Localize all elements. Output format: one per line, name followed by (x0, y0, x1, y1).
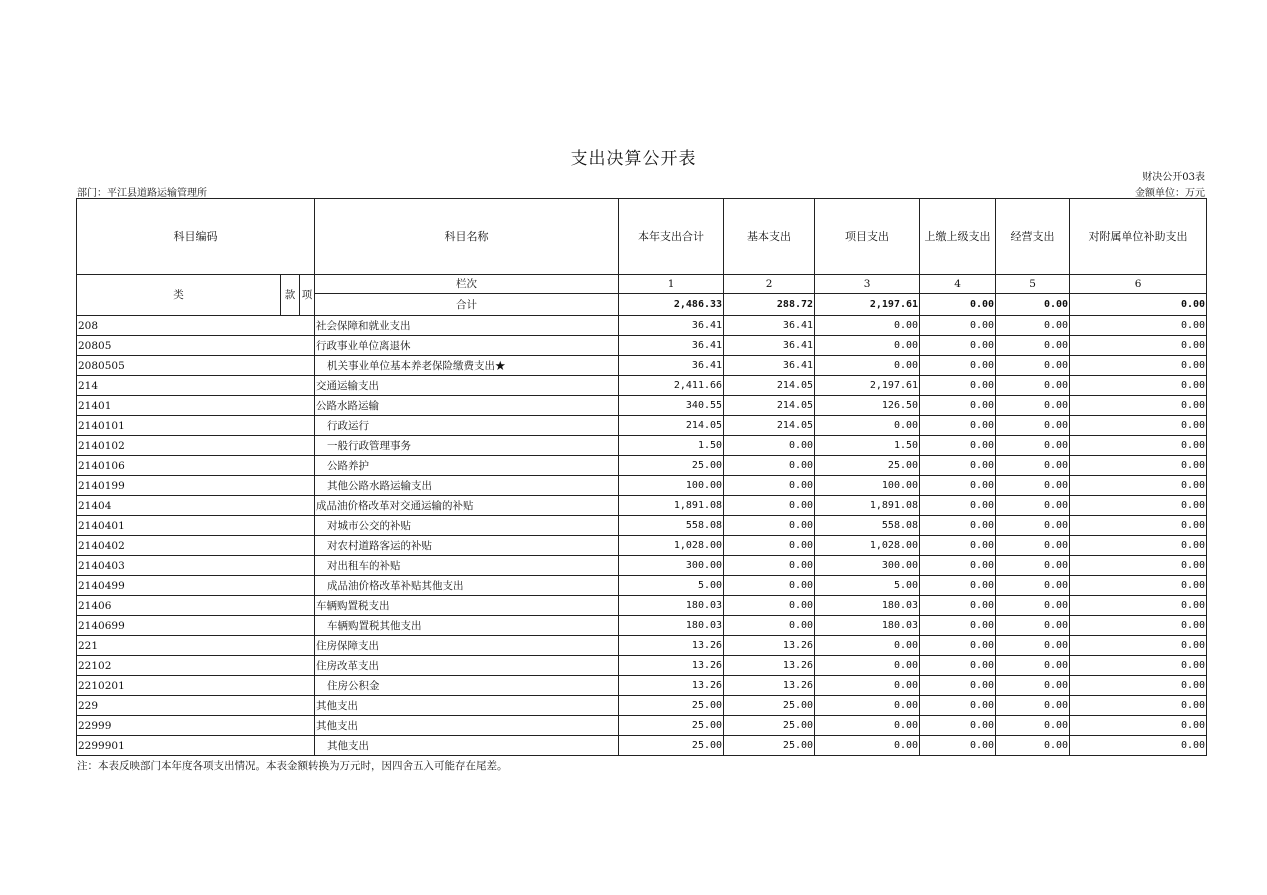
row-name: 对农村道路客运的补贴 (315, 536, 619, 556)
row-value: 25.00 (724, 736, 815, 756)
table-row (77, 436, 1207, 456)
row-value: 0.00 (996, 456, 1070, 476)
header-project: 项目支出 (815, 199, 920, 275)
row-value: 558.08 (815, 516, 920, 536)
row-value: 0.00 (724, 536, 815, 556)
row-value: 0.00 (996, 736, 1070, 756)
row-value: 0.00 (920, 536, 996, 556)
row-value: 214.05 (724, 376, 815, 396)
row-value: 0.00 (1070, 696, 1207, 716)
row-name: 车辆购置税其他支出 (315, 616, 619, 636)
row-value: 25.00 (619, 696, 724, 716)
row-value: 13.26 (724, 656, 815, 676)
row-name: 其他支出 (315, 696, 619, 716)
row-code: 229 (77, 696, 315, 716)
row-name: 对城市公交的补贴 (315, 516, 619, 536)
row-value: 0.00 (996, 616, 1070, 636)
column-number: 2 (724, 275, 815, 294)
table-row (77, 316, 1207, 336)
row-value: 0.00 (996, 376, 1070, 396)
row-value: 126.50 (815, 396, 920, 416)
row-value: 0.00 (1070, 356, 1207, 376)
row-value: 0.00 (1070, 436, 1207, 456)
total-value: 2,486.33 (619, 294, 724, 316)
row-value: 300.00 (815, 556, 920, 576)
row-value: 0.00 (920, 576, 996, 596)
row-value: 0.00 (815, 716, 920, 736)
amount-unit-label: 金额单位：万元 (1135, 188, 1205, 199)
row-value: 0.00 (1070, 616, 1207, 636)
row-value: 2,411.66 (619, 376, 724, 396)
row-value: 0.00 (724, 596, 815, 616)
table-row (77, 696, 1207, 716)
row-value: 0.00 (815, 356, 920, 376)
row-value: 0.00 (920, 376, 996, 396)
header-kuan: 款 (281, 275, 300, 316)
row-code: 2140401 (77, 516, 315, 536)
total-label: 合计 (315, 294, 619, 316)
row-value: 1,028.00 (815, 536, 920, 556)
row-value: 0.00 (920, 416, 996, 436)
row-value: 0.00 (996, 336, 1070, 356)
row-value: 0.00 (1070, 536, 1207, 556)
row-value: 36.41 (724, 356, 815, 376)
row-value: 214.05 (724, 396, 815, 416)
table-row (77, 496, 1207, 516)
table-row (77, 516, 1207, 536)
row-value: 558.08 (619, 516, 724, 536)
row-value: 0.00 (920, 456, 996, 476)
row-name: 住房改革支出 (315, 656, 619, 676)
row-value: 0.00 (724, 556, 815, 576)
row-code: 21406 (77, 596, 315, 616)
row-value: 0.00 (920, 336, 996, 356)
row-value: 13.26 (619, 656, 724, 676)
row-value: 36.41 (619, 336, 724, 356)
total-value: 0.00 (996, 294, 1070, 316)
expenditure-table (76, 198, 1207, 756)
row-value: 180.03 (815, 616, 920, 636)
row-name: 行政事业单位离退休 (315, 336, 619, 356)
row-value: 36.41 (619, 316, 724, 336)
row-value: 180.03 (619, 596, 724, 616)
row-value: 0.00 (996, 416, 1070, 436)
row-name: 其他公路水路运输支出 (315, 476, 619, 496)
row-value: 0.00 (996, 656, 1070, 676)
row-value: 0.00 (1070, 476, 1207, 496)
row-name: 一般行政管理事务 (315, 436, 619, 456)
form-number: 财决公开03表 (1142, 172, 1205, 183)
row-value: 0.00 (996, 516, 1070, 536)
row-value: 0.00 (815, 336, 920, 356)
row-name: 住房公积金 (315, 676, 619, 696)
row-value: 0.00 (724, 616, 815, 636)
row-value: 0.00 (920, 636, 996, 656)
row-name: 机关事业单位基本养老保险缴费支出★ (315, 356, 619, 376)
row-name: 成品油价格改革补贴其他支出 (315, 576, 619, 596)
table-row (77, 716, 1207, 736)
row-name: 交通运输支出 (315, 376, 619, 396)
row-name: 车辆购置税支出 (315, 596, 619, 616)
row-value: 0.00 (996, 436, 1070, 456)
row-value: 0.00 (996, 356, 1070, 376)
row-code: 2140101 (77, 416, 315, 436)
total-value: 2,197.61 (815, 294, 920, 316)
table-row (77, 656, 1207, 676)
row-value: 0.00 (1070, 456, 1207, 476)
row-value: 0.00 (996, 576, 1070, 596)
row-value: 13.26 (619, 676, 724, 696)
row-code: 22102 (77, 656, 315, 676)
page-title: 支出决算公开表 (570, 149, 697, 169)
table-row (77, 556, 1207, 576)
row-value: 25.00 (724, 716, 815, 736)
row-name: 住房保障支出 (315, 636, 619, 656)
row-value: 100.00 (619, 476, 724, 496)
row-code: 2210201 (77, 676, 315, 696)
total-value: 0.00 (920, 294, 996, 316)
header-subsidy: 对附属单位补助支出 (1070, 199, 1207, 275)
row-value: 0.00 (815, 416, 920, 436)
row-value: 0.00 (996, 696, 1070, 716)
row-name: 对出租车的补贴 (315, 556, 619, 576)
row-value: 214.05 (724, 416, 815, 436)
row-name: 行政运行 (315, 416, 619, 436)
header-name: 科目名称 (315, 199, 619, 275)
row-value: 0.00 (996, 476, 1070, 496)
column-number: 5 (996, 275, 1070, 294)
row-code: 2140402 (77, 536, 315, 556)
row-name: 成品油价格改革对交通运输的补贴 (315, 496, 619, 516)
table-row (77, 336, 1207, 356)
row-value: 0.00 (996, 556, 1070, 576)
department-label: 部门：平江县道路运输管理所 (77, 188, 207, 199)
table-row (77, 456, 1207, 476)
header-total: 本年支出合计 (619, 199, 724, 275)
row-value: 13.26 (724, 676, 815, 696)
table-row (77, 356, 1207, 376)
row-value: 0.00 (815, 736, 920, 756)
row-value: 5.00 (619, 576, 724, 596)
row-value: 0.00 (1070, 416, 1207, 436)
row-value: 0.00 (920, 476, 996, 496)
row-value: 25.00 (815, 456, 920, 476)
table-row (77, 396, 1207, 416)
row-value: 1,891.08 (619, 496, 724, 516)
row-value: 0.00 (1070, 496, 1207, 516)
header-business: 经营支出 (996, 199, 1070, 275)
row-value: 0.00 (815, 696, 920, 716)
row-value: 180.03 (619, 616, 724, 636)
row-code: 2140499 (77, 576, 315, 596)
row-value: 36.41 (619, 356, 724, 376)
header-code: 科目编码 (77, 199, 315, 275)
row-code: 208 (77, 316, 315, 336)
row-value: 180.03 (815, 596, 920, 616)
row-code: 221 (77, 636, 315, 656)
row-value: 0.00 (920, 356, 996, 376)
table-row (77, 616, 1207, 636)
row-value: 0.00 (920, 596, 996, 616)
row-value: 0.00 (920, 516, 996, 536)
row-value: 0.00 (1070, 516, 1207, 536)
table-row (77, 476, 1207, 496)
row-value: 13.26 (724, 636, 815, 656)
header-basic: 基本支出 (724, 199, 815, 275)
row-value: 0.00 (920, 616, 996, 636)
row-value: 0.00 (920, 696, 996, 716)
header-row (77, 199, 1207, 275)
row-value: 1.50 (815, 436, 920, 456)
row-value: 0.00 (920, 396, 996, 416)
row-value: 0.00 (1070, 596, 1207, 616)
row-value: 0.00 (920, 676, 996, 696)
row-value: 0.00 (1070, 336, 1207, 356)
row-value: 0.00 (920, 556, 996, 576)
row-value: 300.00 (619, 556, 724, 576)
row-value: 36.41 (724, 336, 815, 356)
row-value: 0.00 (996, 636, 1070, 656)
row-value: 0.00 (996, 536, 1070, 556)
row-name: 其他支出 (315, 736, 619, 756)
row-value: 0.00 (996, 596, 1070, 616)
row-value: 0.00 (1070, 556, 1207, 576)
row-value: 0.00 (1070, 716, 1207, 736)
row-value: 1.50 (619, 436, 724, 456)
row-value: 25.00 (619, 736, 724, 756)
row-name: 公路水路运输 (315, 396, 619, 416)
table-row (77, 636, 1207, 656)
row-value: 0.00 (1070, 396, 1207, 416)
row-name: 社会保障和就业支出 (315, 316, 619, 336)
header-upper: 上缴上级支出 (920, 199, 996, 275)
header-lanci: 栏次 (315, 275, 619, 294)
table-row (77, 576, 1207, 596)
row-value: 0.00 (996, 496, 1070, 516)
table-row (77, 416, 1207, 436)
row-value: 340.55 (619, 396, 724, 416)
row-value: 0.00 (920, 436, 996, 456)
row-value: 0.00 (996, 676, 1070, 696)
table-row (77, 376, 1207, 396)
total-value: 288.72 (724, 294, 815, 316)
row-value: 0.00 (1070, 576, 1207, 596)
row-value: 0.00 (1070, 676, 1207, 696)
row-value: 0.00 (724, 436, 815, 456)
column-number: 4 (920, 275, 996, 294)
row-value: 0.00 (815, 676, 920, 696)
row-value: 36.41 (724, 316, 815, 336)
row-code: 2140403 (77, 556, 315, 576)
row-code: 21404 (77, 496, 315, 516)
row-value: 100.00 (815, 476, 920, 496)
row-value: 0.00 (996, 316, 1070, 336)
row-value: 0.00 (920, 716, 996, 736)
row-code: 2140699 (77, 616, 315, 636)
row-value: 0.00 (996, 716, 1070, 736)
row-code: 22999 (77, 716, 315, 736)
row-value: 0.00 (724, 476, 815, 496)
row-code: 2140102 (77, 436, 315, 456)
row-value: 0.00 (996, 396, 1070, 416)
row-value: 0.00 (1070, 316, 1207, 336)
row-value: 0.00 (1070, 376, 1207, 396)
row-value: 13.26 (619, 636, 724, 656)
row-value: 5.00 (815, 576, 920, 596)
row-value: 25.00 (619, 456, 724, 476)
row-value: 0.00 (920, 496, 996, 516)
table-row (77, 596, 1207, 616)
row-code: 21401 (77, 396, 315, 416)
row-value: 0.00 (1070, 736, 1207, 756)
row-code: 20805 (77, 336, 315, 356)
row-name: 其他支出 (315, 716, 619, 736)
row-value: 0.00 (1070, 656, 1207, 676)
row-value: 1,891.08 (815, 496, 920, 516)
row-value: 0.00 (920, 736, 996, 756)
row-code: 214 (77, 376, 315, 396)
row-code: 2299901 (77, 736, 315, 756)
column-number: 1 (619, 275, 724, 294)
column-number: 6 (1070, 275, 1207, 294)
row-value: 0.00 (815, 656, 920, 676)
footnote: 注：本表反映部门本年度各项支出情况。本表金额转换为万元时，因四舍五入可能存在尾差。 (77, 760, 508, 772)
row-value: 25.00 (619, 716, 724, 736)
row-value: 214.05 (619, 416, 724, 436)
table-row (77, 676, 1207, 696)
row-value: 25.00 (724, 696, 815, 716)
row-value: 0.00 (1070, 636, 1207, 656)
header-lei: 类 (77, 275, 281, 316)
row-value: 0.00 (815, 636, 920, 656)
row-value: 0.00 (920, 656, 996, 676)
row-code: 2140106 (77, 456, 315, 476)
row-value: 0.00 (815, 316, 920, 336)
total-value: 0.00 (1070, 294, 1207, 316)
row-value: 2,197.61 (815, 376, 920, 396)
column-number-row (77, 275, 1207, 294)
table-row (77, 736, 1207, 756)
column-number: 3 (815, 275, 920, 294)
table-row (77, 536, 1207, 556)
row-value: 0.00 (920, 316, 996, 336)
row-name: 公路养护 (315, 456, 619, 476)
row-value: 0.00 (724, 496, 815, 516)
row-code: 2140199 (77, 476, 315, 496)
row-value: 0.00 (724, 576, 815, 596)
row-value: 0.00 (724, 456, 815, 476)
row-value: 1,028.00 (619, 536, 724, 556)
header-xiang: 项 (300, 275, 315, 316)
row-value: 0.00 (724, 516, 815, 536)
row-code: 2080505 (77, 356, 315, 376)
